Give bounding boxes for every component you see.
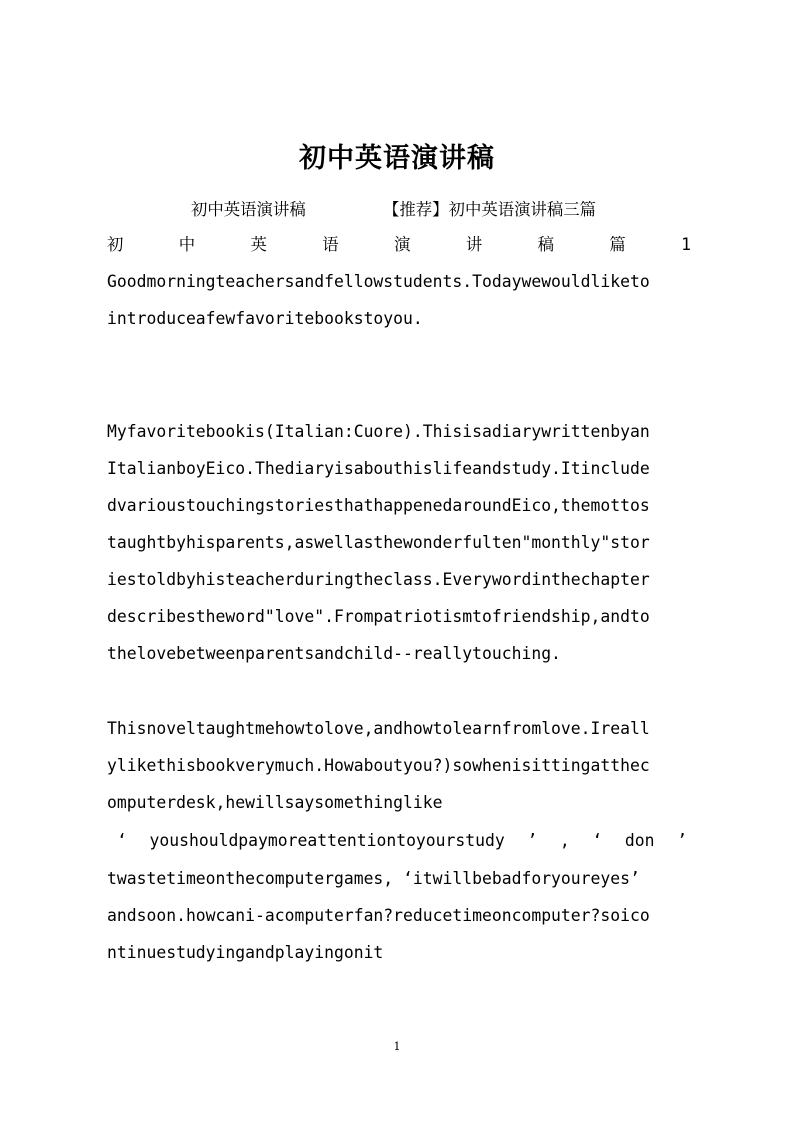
page-title: 初中英语演讲稿 <box>299 143 495 174</box>
heading-char: 讲 <box>465 235 483 254</box>
quote-part: ’ <box>677 831 687 850</box>
heading-char: 中 <box>178 235 196 254</box>
page-number: 1 <box>393 1040 401 1053</box>
subtitle-right: 【推荐】初中英语演讲稿三篇 <box>383 200 597 219</box>
heading-char: 初 <box>107 235 124 254</box>
subtitle-left: 初中英语演讲稿 <box>191 200 306 219</box>
paragraph-line: andsoon.howcani-acomputerfan?reducetimeoncomputer?soico <box>107 906 650 925</box>
paragraph-line: taughtbyhisparents,aswellasthewonderfulten"monthly"stor <box>107 533 650 552</box>
quote-part: , <box>559 831 570 850</box>
paragraph-line: Thisnoveltaughtmehowtolove,andhowtolearnfromlove.Ireall <box>107 719 650 738</box>
quote-part: ‘ <box>592 831 603 850</box>
paragraph-line: introduceafewfavoritebookstoyou. <box>107 309 423 328</box>
heading-char: 篇 <box>609 235 626 254</box>
heading-char: 英 <box>250 235 267 254</box>
heading-char: 语 <box>322 235 339 254</box>
paragraph-line: omputerdesk,hewillsaysomethinglike <box>107 793 443 812</box>
quote-line <box>117 830 687 852</box>
paragraph-line: Goodmorningteachersandfellowstudents.Todaywewouldliketo <box>107 272 650 291</box>
quote-part: don <box>624 831 655 850</box>
quote-part: ’ <box>527 831 538 850</box>
paragraph-line: ItalianboyEico.Thediaryisabouthislifeandstudy.Itinclude <box>107 459 650 478</box>
quote-part: ‘ <box>117 831 127 850</box>
paragraph-line: iestoldbyhisteacherduringtheclass.Everywordinthechapter <box>107 570 650 589</box>
paragraph-line: ntinuestudyingandplayingonit <box>107 943 384 962</box>
paragraph-line: describestheword"love".Frompatriotismtofriendship,andto <box>107 607 650 626</box>
paragraph-line: dvarioustouchingstoriesthathappenedaroundEico,themottos <box>107 496 650 515</box>
heading-char: 演 <box>394 235 411 254</box>
heading-char: 稿 <box>537 235 554 254</box>
paragraph-line: ylikethisbookverymuch.Howaboutyou?)sowhenisittingatthec <box>107 756 650 775</box>
paragraph-line: twastetimeonthecomputergames, ‘itwillbebadforyoureyes’ <box>107 869 640 888</box>
paragraph-line: Myfavoritebookis(Italian:Cuore).Thisisadiarywrittenbyan <box>107 422 650 441</box>
section-heading <box>107 234 691 256</box>
paragraph-line: thelovebetweenparentsandchild--reallytouching. <box>107 644 561 663</box>
heading-char: 1 <box>681 235 691 254</box>
quote-part: youshouldpaymoreattentiontoyourstudy <box>149 831 505 850</box>
